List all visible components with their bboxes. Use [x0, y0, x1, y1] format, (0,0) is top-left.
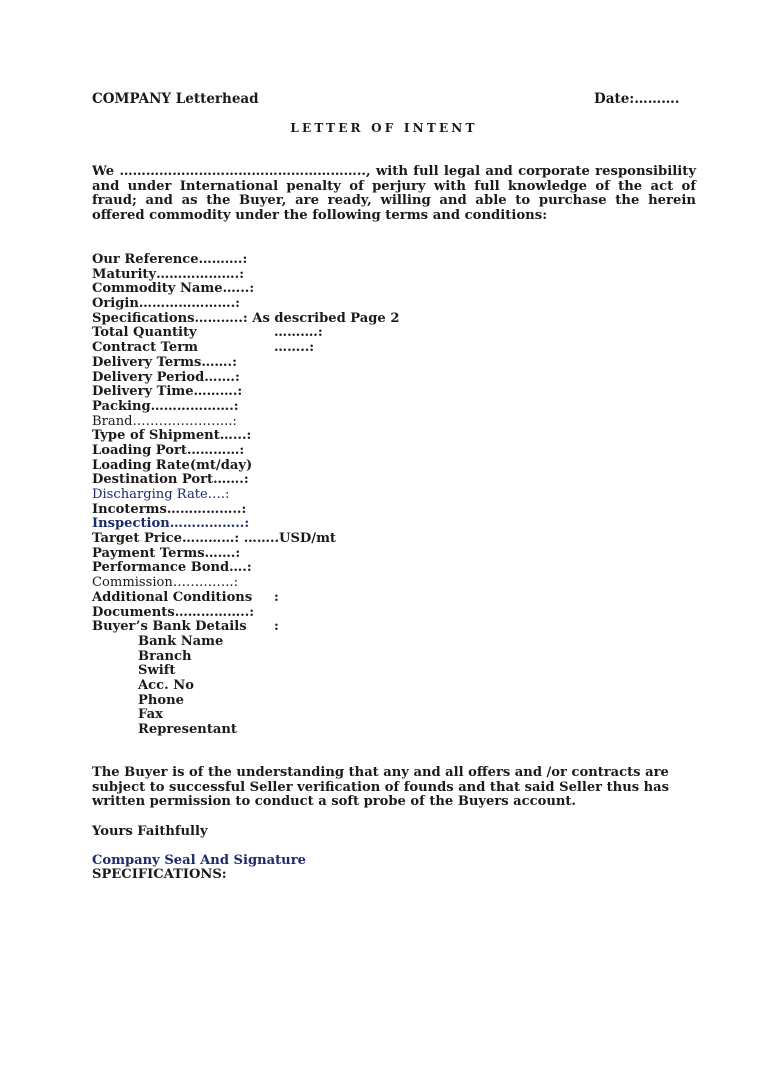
field-specifications: Specifications………..: As described Page 2 [92, 310, 400, 326]
date-field: Date:………. [594, 91, 680, 107]
field-payment-terms: Payment Terms…….: [92, 545, 241, 561]
field-additional-conditions: Additional Conditions : [92, 589, 279, 605]
field-discharging-rate: Discharging Rate….: [92, 487, 230, 502]
field-delivery-terms: Delivery Terms…….: [92, 354, 237, 370]
company-letterhead: COMPANY Letterhead [92, 91, 259, 107]
bank-swift: Swift [138, 663, 176, 679]
field-brand: Brand…………………..: [92, 413, 237, 429]
bank-branch: Branch [138, 648, 192, 664]
field-type-of-shipment: Type of Shipment…...: [92, 428, 252, 444]
field-documents: Documents……………..: [92, 604, 255, 620]
field-our-reference: Our Reference……….: [92, 252, 248, 267]
field-loading-port: Loading Port…………: [92, 442, 245, 458]
field-performance-bond: Performance Bond….: [92, 560, 252, 576]
field-maturity: Maturity……………….: [92, 266, 245, 282]
document-title: LETTER OF INTENT [290, 121, 478, 135]
bank-fax: Fax [138, 707, 163, 723]
field-commodity-name: Commodity Name…...: [92, 281, 255, 297]
field-packing: Packing……………….: [92, 398, 239, 414]
field-delivery-period: Delivery Period…….: [92, 369, 240, 385]
field-target-price: Target Price…………: ……..USD/mt [92, 531, 336, 547]
intro-paragraph: We ……………………………………………….., with full legal and corporate responsibility and under International penalty of perjury with full knowledge of the act of fraud; and as the Buyer, are ready, willing and able to purchase the herein offered commodity under the following terms and conditions: [92, 164, 696, 223]
field-inspection: Inspection……………..: [92, 516, 250, 532]
field-total-quantity: Total Quantity ……….: [92, 325, 323, 341]
field-commission: Commission…………..: [92, 575, 238, 591]
terms-list [92, 253, 652, 738]
field-loading-rate: Loading Rate(mt/day) [92, 457, 253, 473]
field-origin: Origin………………….: [92, 296, 240, 312]
field-buyers-bank-details: Buyer’s Bank Details : [92, 619, 279, 635]
field-contract-term: Contract Term ……..: [92, 340, 315, 356]
bank-phone: Phone [138, 692, 184, 708]
company-seal-signature: Company Seal And Signature [92, 853, 306, 868]
bank-account-no: Acc. No [138, 677, 194, 693]
field-destination-port: Destination Port…….: [92, 472, 249, 488]
bank-name: Bank Name [138, 633, 224, 649]
closing-paragraph: The Buyer is of the understanding that any and all offers and /or contracts are subject to successful Seller verification of founds and that said Seller thus has written permission to conduct a soft probe of the Buyers account. [92, 765, 670, 810]
yours-faithfully: Yours Faithfully [92, 824, 208, 839]
bank-representant: Representant [138, 722, 237, 737]
specifications-heading: SPECIFICATIONS: [92, 867, 227, 882]
field-delivery-time: Delivery Time……….: [92, 384, 243, 400]
field-incoterms: Incoterms……………..: [92, 501, 247, 517]
